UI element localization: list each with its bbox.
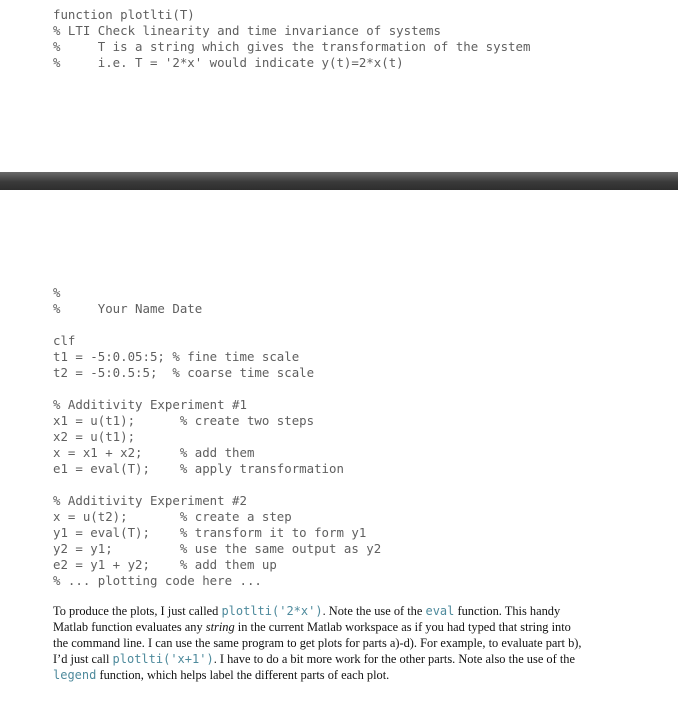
code-line [53,477,381,493]
code-line: % Your Name Date [53,301,203,316]
prose-text: . I have to do a bit more work for the other parts. Note also the use of the [213,652,575,666]
emphasis-text: string [205,620,235,634]
code-line: % T is a string which gives the transformation of the system [53,39,531,54]
code-line: x = u(t2); % create a step [53,509,292,524]
code-line: e2 = y1 + y2; % add them up [53,557,277,572]
code-line: x1 = u(t1); % create two steps [53,413,315,428]
code-line: % ... plotting code here ... [53,573,262,588]
code-line: x2 = u(t1); [53,429,136,444]
code-line: % Additivity Experiment #2 [53,493,247,508]
prose-line [53,651,633,667]
inline-code: eval [425,604,455,618]
prose-line [53,603,633,619]
prose-text: Matlab function evaluates any [53,620,206,634]
code-line: e1 = eval(T); % apply transformation [53,461,344,476]
inline-code: legend [53,668,97,682]
prose-text: function. This handy [454,604,561,618]
inline-code: plotlti('2*x') [221,604,323,618]
code-line: % Additivity Experiment #1 [53,397,247,412]
inline-code: plotlti('x+1') [112,652,214,666]
code-line: t2 = -5:0.5:5; % coarse time scale [53,365,315,380]
code-line: % [53,285,61,300]
prose-text: I’d just call [53,652,113,666]
code-line: function plotlti(T) [53,7,195,22]
page-break-bar [0,172,678,190]
code-line: y2 = y1; % use the same output as y2 [53,541,382,556]
prose-line [53,619,633,635]
code-line: t1 = -5:0.05:5; % fine time scale [53,349,300,364]
prose-text: . Note the use of the [322,604,426,618]
code-block-body [53,285,381,589]
prose-text: in the current Matlab workspace as if you had typed that string into [234,620,571,634]
code-line: % i.e. T = '2*x' would indicate y(t)=2*x(t) [53,55,404,70]
code-line: x = x1 + x2; % add them [53,445,255,460]
explanation-paragraph [53,603,633,683]
code-line [53,381,381,397]
prose-text: function, which helps label the different parts of each plot. [96,668,390,682]
code-block-header [53,7,530,71]
code-line [53,317,381,333]
code-line: y1 = eval(T); % transform it to form y1 [53,525,367,540]
code-line: clf [53,333,76,348]
code-line: % LTI Check linearity and time invariance of systems [53,23,441,38]
prose-line: the command line. I can use the same program to get plots for parts a)-d). For example, to evaluate part b), [53,636,582,650]
prose-line [53,667,633,683]
prose-text: To produce the plots, I just called [53,604,222,618]
